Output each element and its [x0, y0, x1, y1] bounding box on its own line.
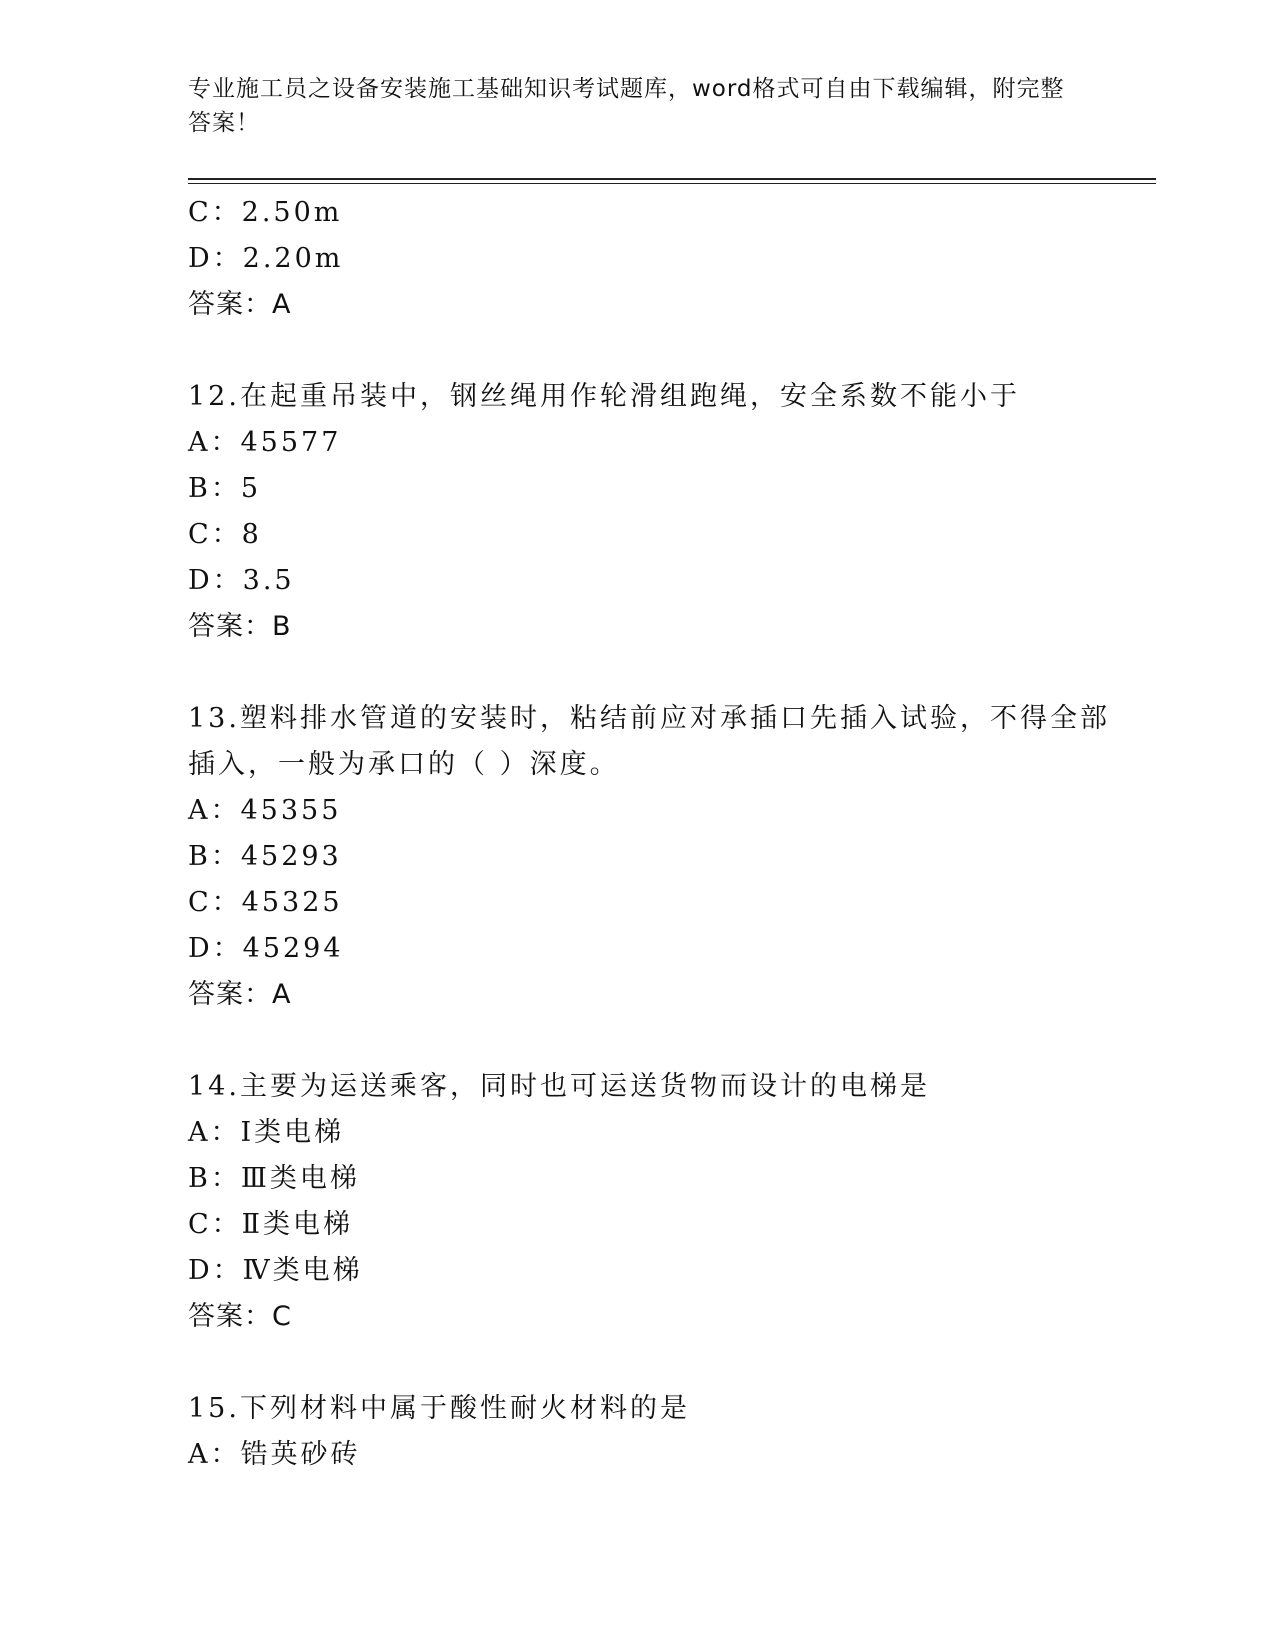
question-stem-continued: 插入，一般为承口的（ ）深度。 — [188, 749, 620, 780]
option-a: A：Ⅰ类电梯 — [188, 1117, 345, 1148]
option-c: C：8 — [188, 519, 262, 550]
question-15 — [188, 1386, 1108, 1478]
question-continued — [188, 190, 1108, 328]
spacer — [188, 1018, 1108, 1064]
spacer — [188, 650, 1108, 696]
option-d: D：3.5 — [188, 565, 295, 596]
page-header: 专业施工员之设备安装施工基础知识考试题库，word格式可自由下载编辑，附完整答案！ — [188, 76, 1065, 136]
option-b: B：Ⅲ类电梯 — [188, 1163, 360, 1194]
answer-line: 答案：B — [188, 611, 292, 642]
question-stem: 12.在起重吊装中，钢丝绳用作轮滑组跑绳，安全系数不能小于 — [188, 381, 1020, 412]
question-stem: 15.下列材料中属于酸性耐火材料的是 — [188, 1393, 690, 1424]
header-divider — [188, 178, 1156, 180]
option-a: A：锆英砂砖 — [188, 1439, 361, 1470]
option-c: C：Ⅱ类电梯 — [188, 1209, 354, 1240]
spacer — [188, 1340, 1108, 1386]
question-12 — [188, 374, 1108, 650]
option-c: C：2.50m — [188, 197, 343, 228]
question-content — [188, 190, 1108, 1478]
question-14 — [188, 1064, 1108, 1340]
option-d: D：2.20m — [188, 243, 344, 274]
answer-line: 答案：A — [188, 979, 292, 1010]
answer-line: 答案：A — [188, 289, 292, 320]
option-a: A：45577 — [188, 427, 342, 458]
question-13 — [188, 696, 1108, 1018]
option-c: C：45325 — [188, 887, 343, 918]
answer-line: 答案：C — [188, 1301, 292, 1332]
option-d: D：Ⅳ类电梯 — [188, 1255, 363, 1286]
option-b: B：45293 — [188, 841, 342, 872]
question-stem: 13.塑料排水管道的安装时，粘结前应对承插口先插入试验，不得全部 — [188, 703, 1110, 734]
option-d: D：45294 — [188, 933, 344, 964]
option-b: B：5 — [188, 473, 262, 504]
question-stem: 14.主要为运送乘客，同时也可运送货物而设计的电梯是 — [188, 1071, 930, 1102]
option-a: A：45355 — [188, 795, 342, 826]
spacer — [188, 328, 1108, 374]
header-divider-thin — [188, 183, 1156, 184]
